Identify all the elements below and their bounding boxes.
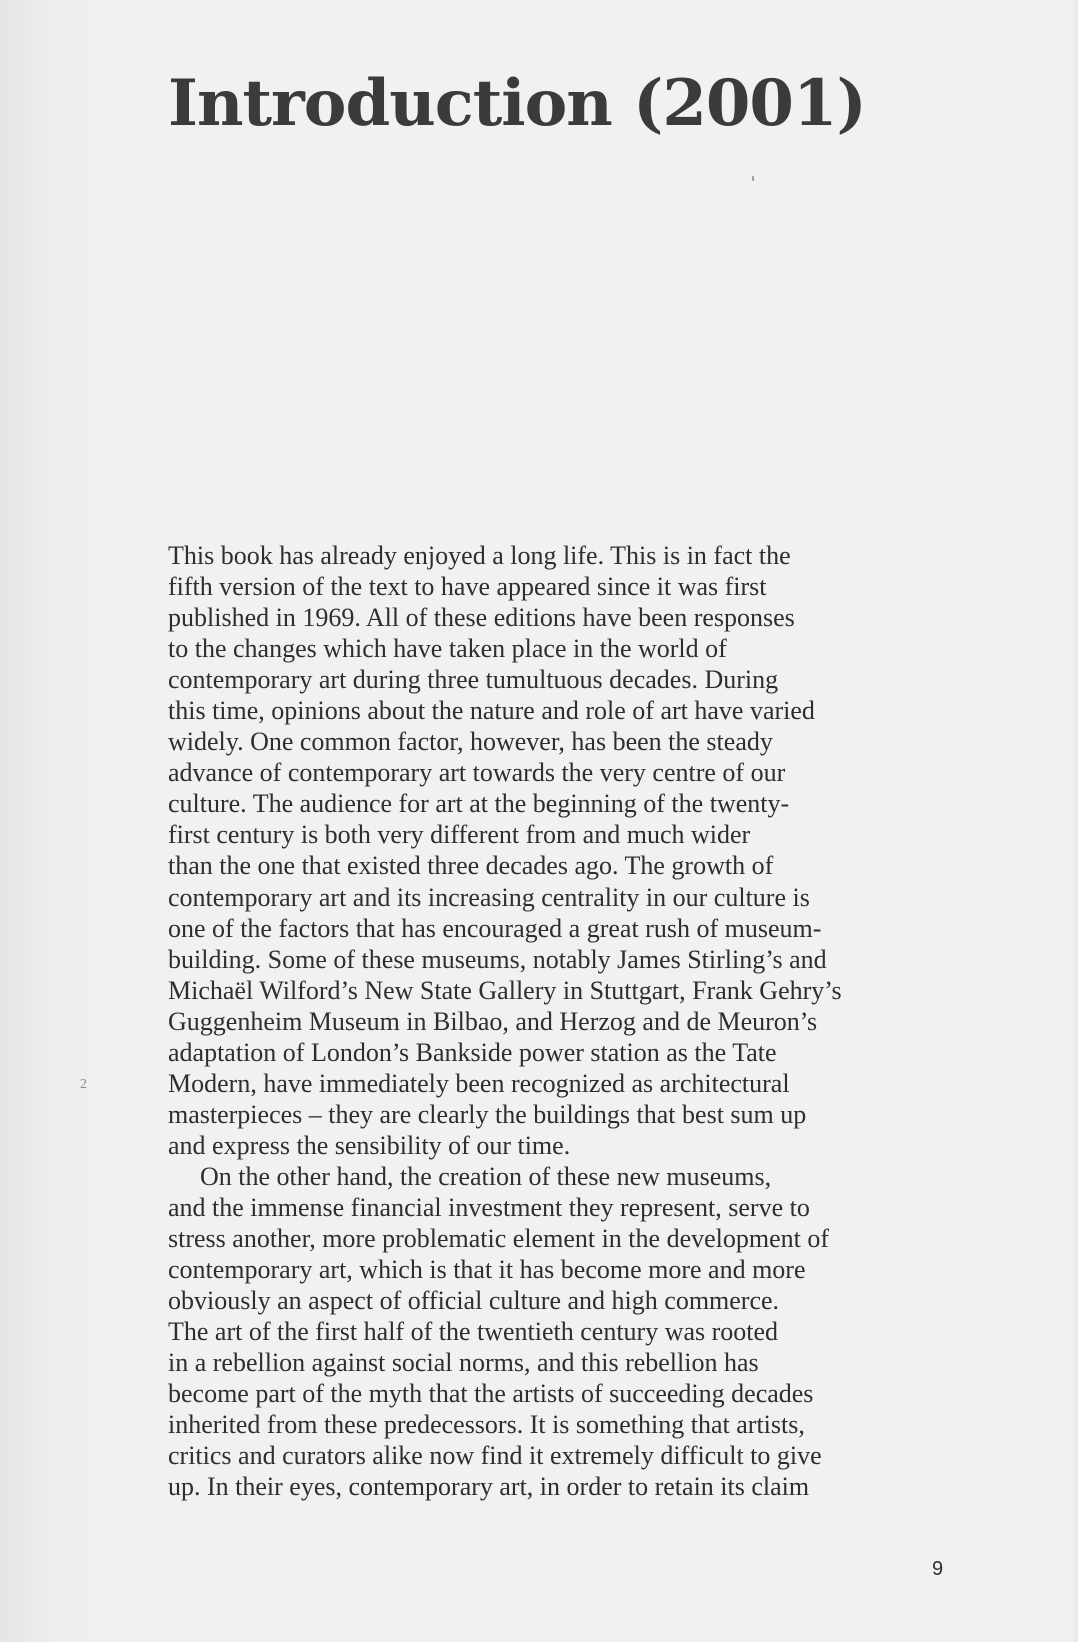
- text-line: adaptation of London’s Bankside power station as the Tate: [168, 1037, 777, 1067]
- print-speck: [752, 176, 754, 181]
- text-line: contemporary art, which is that it has become more and more: [168, 1255, 806, 1285]
- text-line: building. Some of these museums, notably James Stirling’s and: [168, 944, 827, 974]
- text-line: Michaël Wilford’s New State Gallery in Stuttgart, Frank Gehry’s: [168, 975, 842, 1005]
- margin-note-number: 2: [80, 1077, 87, 1092]
- text-line: widely. One common factor, however, has been the steady: [168, 727, 773, 757]
- text-line: and express the sensibility of our time.: [168, 1130, 571, 1160]
- text-line: advance of contemporary art towards the very centre of our: [168, 758, 786, 788]
- text-line: published in 1969. All of these editions have been responses: [168, 603, 795, 633]
- text-line: inherited from these predecessors. It is something that artists,: [168, 1410, 805, 1440]
- chapter-title: Introduction (2001): [168, 66, 866, 141]
- text-line: critics and curators alike now find it extremely difficult to give: [168, 1441, 822, 1471]
- text-line: one of the factors that has encouraged a great rush of museum-: [168, 913, 822, 943]
- text-line: Guggenheim Museum in Bilbao, and Herzog and de Meuron’s: [168, 1006, 818, 1036]
- text-line: obviously an aspect of official culture and high commerce.: [168, 1286, 780, 1316]
- text-line: The art of the first half of the twentieth century was rooted: [168, 1317, 779, 1347]
- text-line: culture. The audience for art at the beginning of the twenty-: [168, 789, 790, 819]
- text-line: Modern, have immediately been recognized as architectural: [168, 1068, 790, 1098]
- text-line: to the changes which have taken place in the world of: [168, 634, 727, 664]
- body-text: [168, 540, 958, 1502]
- text-line: This book has already enjoyed a long life. This is in fact the: [168, 541, 791, 570]
- text-line: fifth version of the text to have appeared since it was first: [168, 572, 767, 602]
- text-line: masterpieces – they are clearly the buildings that best sum up: [168, 1099, 807, 1129]
- text-line: become part of the myth that the artists of succeeding decades: [168, 1379, 814, 1409]
- page-number: 9: [932, 1558, 944, 1580]
- text-line: first century is both very different from and much wider: [168, 820, 751, 850]
- text-line: stress another, more problematic element in the development of: [168, 1224, 830, 1254]
- text-line: up. In their eyes, contemporary art, in order to retain its claim: [168, 1472, 810, 1502]
- text-line: than the one that existed three decades ago. The growth of: [168, 851, 774, 881]
- text-line: contemporary art during three tumultuous decades. During: [168, 665, 779, 695]
- text-line: in a rebellion against social norms, and this rebellion has: [168, 1348, 759, 1378]
- text-line: this time, opinions about the nature and role of art have varied: [168, 696, 815, 726]
- text-line: and the immense financial investment they represent, serve to: [168, 1192, 810, 1222]
- paragraph-start-line: On the other hand, the creation of these new museums,: [200, 1161, 772, 1191]
- text-line: contemporary art and its increasing centrality in our culture is: [168, 882, 810, 912]
